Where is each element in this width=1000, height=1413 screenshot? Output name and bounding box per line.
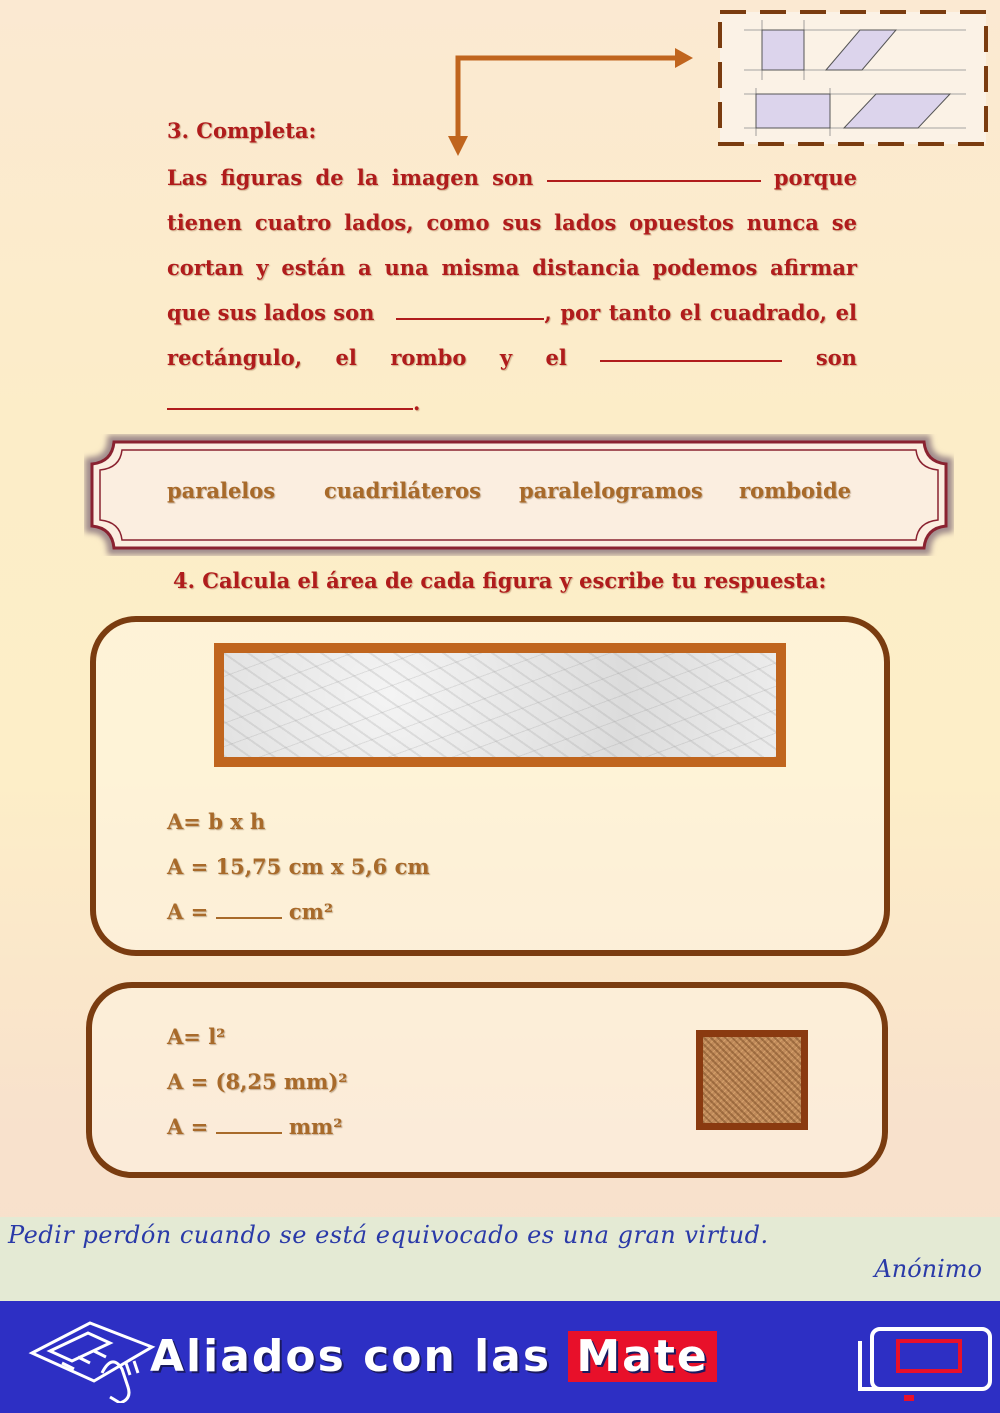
exercise3-title: 3. Completa: xyxy=(167,118,317,143)
word-bank-item[interactable]: cuadriláteros xyxy=(324,478,481,503)
exercise3-line-1: Las figuras de la imagen son porque xyxy=(167,165,857,190)
quote-author: Anónimo xyxy=(874,1255,982,1283)
area-answer-blank-1[interactable] xyxy=(216,901,282,919)
brand-highlight: Mate xyxy=(568,1331,716,1382)
answer-blank-2[interactable] xyxy=(396,302,544,320)
word-bank-item[interactable]: romboide xyxy=(739,478,852,503)
square-shape xyxy=(762,30,804,70)
answer-blank-1[interactable] xyxy=(547,164,761,182)
exercise3-line-4: que sus lados son , por tanto el cuadrado, el xyxy=(167,300,857,325)
quote-band xyxy=(0,1217,1000,1301)
pointer-arrow xyxy=(445,40,705,160)
footer-banner xyxy=(0,1301,1000,1413)
figure2-formula: A= l² xyxy=(167,1024,226,1049)
figure1-formula: A= b x h xyxy=(167,809,266,834)
area-answer-blank-2[interactable] xyxy=(216,1116,282,1134)
word-bank-item[interactable]: paralelos xyxy=(167,478,276,503)
parallelograms-figure xyxy=(716,8,990,148)
word-bank-item[interactable]: paralelogramos xyxy=(519,478,703,503)
exercise4-title: 4. Calcula el área de cada figura y escribe tu respuesta: xyxy=(173,568,827,593)
cork-square xyxy=(696,1030,808,1130)
figure1-substitution: A = 15,75 cm x 5,6 cm xyxy=(167,854,430,879)
exercise3-line-5: rectángulo, el rombo y el son xyxy=(167,345,857,370)
marble-rectangle xyxy=(214,643,786,767)
brand-main: Aliados con las xyxy=(150,1331,569,1382)
calculator-icon xyxy=(2,1313,162,1403)
answer-blank-4[interactable] xyxy=(167,392,413,410)
exercise3-line-3: cortan y están a una misma distancia podemos afirmar xyxy=(167,255,857,280)
exercise3-line-6: . xyxy=(167,389,857,417)
figure2-substitution: A = (8,25 mm)² xyxy=(167,1069,348,1094)
screen-icon xyxy=(852,1321,998,1401)
figure2-answer: A = mm² xyxy=(167,1114,343,1139)
figure1-answer: A = cm² xyxy=(167,899,334,924)
answer-blank-3[interactable] xyxy=(600,344,782,362)
brand-title xyxy=(150,1331,717,1382)
rectangle-shape xyxy=(756,94,830,128)
quote-text: Pedir perdón cuando se está equivocado es una gran virtud. xyxy=(8,1221,769,1249)
exercise3-line-2: tienen cuatro lados, como sus lados opuestos nunca se xyxy=(167,210,857,235)
